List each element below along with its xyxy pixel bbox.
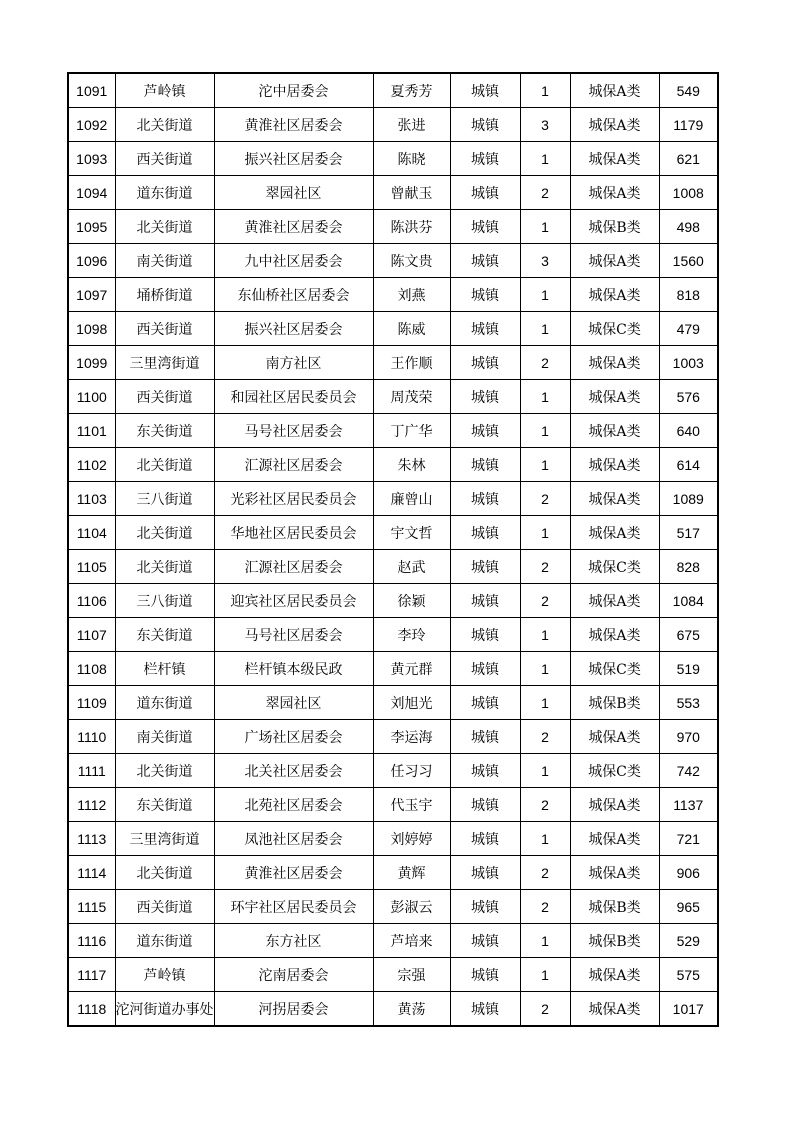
cell-household-size: 1 [520, 516, 570, 550]
cell-amount: 828 [659, 550, 718, 584]
cell-insurance-category: 城保B类 [570, 924, 659, 958]
cell-community: 沱南居委会 [214, 958, 373, 992]
cell-community: 华地社区居民委员会 [214, 516, 373, 550]
cell-amount: 576 [659, 380, 718, 414]
cell-household-size: 1 [520, 686, 570, 720]
cell-street: 北关街道 [115, 516, 214, 550]
table-row [68, 380, 718, 414]
cell-amount: 742 [659, 754, 718, 788]
cell-household-size: 1 [520, 958, 570, 992]
cell-insurance-category: 城保A类 [570, 73, 659, 108]
cell-amount: 818 [659, 278, 718, 312]
cell-household-size: 2 [520, 788, 570, 822]
cell-street: 西关街道 [115, 890, 214, 924]
table-row [68, 992, 718, 1027]
cell-amount: 479 [659, 312, 718, 346]
cell-amount: 1017 [659, 992, 718, 1027]
cell-area-type: 城镇 [450, 210, 520, 244]
cell-household-size: 2 [520, 992, 570, 1027]
cell-area-type: 城镇 [450, 550, 520, 584]
cell-community: 黄淮社区居委会 [214, 856, 373, 890]
cell-insurance-category: 城保C类 [570, 754, 659, 788]
cell-amount: 1003 [659, 346, 718, 380]
cell-street: 西关街道 [115, 380, 214, 414]
table-row [68, 414, 718, 448]
table-row [68, 73, 718, 108]
cell-insurance-category: 城保A类 [570, 584, 659, 618]
cell-row-id: 1100 [68, 380, 115, 414]
cell-amount: 721 [659, 822, 718, 856]
cell-name: 陈晓 [373, 142, 450, 176]
table-row [68, 720, 718, 754]
cell-household-size: 1 [520, 142, 570, 176]
cell-household-size: 2 [520, 346, 570, 380]
cell-area-type: 城镇 [450, 992, 520, 1027]
cell-area-type: 城镇 [450, 244, 520, 278]
cell-insurance-category: 城保A类 [570, 822, 659, 856]
cell-row-id: 1111 [68, 754, 115, 788]
cell-community: 南方社区 [214, 346, 373, 380]
cell-community: 东仙桥社区居委会 [214, 278, 373, 312]
cell-street: 北关街道 [115, 108, 214, 142]
cell-area-type: 城镇 [450, 482, 520, 516]
cell-row-id: 1105 [68, 550, 115, 584]
cell-row-id: 1095 [68, 210, 115, 244]
cell-street: 北关街道 [115, 210, 214, 244]
cell-area-type: 城镇 [450, 720, 520, 754]
cell-household-size: 3 [520, 108, 570, 142]
table-row [68, 822, 718, 856]
cell-row-id: 1096 [68, 244, 115, 278]
cell-community: 翠园社区 [214, 686, 373, 720]
cell-row-id: 1092 [68, 108, 115, 142]
cell-community: 广场社区居委会 [214, 720, 373, 754]
cell-amount: 906 [659, 856, 718, 890]
cell-name: 刘旭光 [373, 686, 450, 720]
cell-row-id: 1115 [68, 890, 115, 924]
cell-household-size: 1 [520, 448, 570, 482]
cell-insurance-category: 城保C类 [570, 312, 659, 346]
cell-insurance-category: 城保A类 [570, 346, 659, 380]
cell-insurance-category: 城保B类 [570, 210, 659, 244]
cell-area-type: 城镇 [450, 142, 520, 176]
cell-street: 西关街道 [115, 312, 214, 346]
cell-insurance-category: 城保A类 [570, 482, 659, 516]
cell-street: 三八街道 [115, 584, 214, 618]
cell-community: 九中社区居委会 [214, 244, 373, 278]
cell-row-id: 1114 [68, 856, 115, 890]
cell-household-size: 1 [520, 73, 570, 108]
cell-area-type: 城镇 [450, 448, 520, 482]
table-row [68, 142, 718, 176]
table-row [68, 856, 718, 890]
table-row [68, 890, 718, 924]
table-row [68, 346, 718, 380]
cell-row-id: 1099 [68, 346, 115, 380]
cell-row-id: 1109 [68, 686, 115, 720]
cell-area-type: 城镇 [450, 788, 520, 822]
cell-amount: 675 [659, 618, 718, 652]
cell-area-type: 城镇 [450, 856, 520, 890]
cell-area-type: 城镇 [450, 924, 520, 958]
cell-community: 振兴社区居委会 [214, 142, 373, 176]
cell-name: 刘燕 [373, 278, 450, 312]
cell-street: 北关街道 [115, 856, 214, 890]
cell-area-type: 城镇 [450, 822, 520, 856]
cell-row-id: 1116 [68, 924, 115, 958]
cell-row-id: 1104 [68, 516, 115, 550]
cell-name: 芦培来 [373, 924, 450, 958]
cell-household-size: 2 [520, 176, 570, 210]
cell-amount: 575 [659, 958, 718, 992]
cell-street: 道东街道 [115, 686, 214, 720]
cell-area-type: 城镇 [450, 414, 520, 448]
cell-street: 东关街道 [115, 788, 214, 822]
table-row [68, 958, 718, 992]
cell-street: 芦岭镇 [115, 73, 214, 108]
table-row [68, 312, 718, 346]
cell-household-size: 1 [520, 924, 570, 958]
cell-insurance-category: 城保A类 [570, 618, 659, 652]
cell-name: 黄元群 [373, 652, 450, 686]
cell-amount: 498 [659, 210, 718, 244]
cell-area-type: 城镇 [450, 652, 520, 686]
table-row [68, 584, 718, 618]
cell-name: 黄荡 [373, 992, 450, 1027]
cell-household-size: 1 [520, 414, 570, 448]
cell-row-id: 1091 [68, 73, 115, 108]
cell-name: 李玲 [373, 618, 450, 652]
cell-insurance-category: 城保A类 [570, 380, 659, 414]
cell-name: 周茂荣 [373, 380, 450, 414]
cell-street: 东关街道 [115, 618, 214, 652]
cell-name: 宇文哲 [373, 516, 450, 550]
cell-household-size: 2 [520, 856, 570, 890]
cell-name: 张进 [373, 108, 450, 142]
cell-household-size: 1 [520, 278, 570, 312]
cell-household-size: 1 [520, 618, 570, 652]
cell-amount: 1084 [659, 584, 718, 618]
cell-row-id: 1098 [68, 312, 115, 346]
cell-household-size: 2 [520, 720, 570, 754]
cell-insurance-category: 城保A类 [570, 448, 659, 482]
cell-area-type: 城镇 [450, 380, 520, 414]
cell-community: 和园社区居民委员会 [214, 380, 373, 414]
cell-name: 王作顺 [373, 346, 450, 380]
cell-name: 朱林 [373, 448, 450, 482]
table-row [68, 550, 718, 584]
table-row [68, 244, 718, 278]
cell-area-type: 城镇 [450, 890, 520, 924]
cell-area-type: 城镇 [450, 618, 520, 652]
table-row [68, 788, 718, 822]
cell-area-type: 城镇 [450, 686, 520, 720]
table-row [68, 482, 718, 516]
cell-community: 光彩社区居民委员会 [214, 482, 373, 516]
cell-area-type: 城镇 [450, 754, 520, 788]
table-row [68, 278, 718, 312]
cell-insurance-category: 城保A类 [570, 788, 659, 822]
cell-row-id: 1117 [68, 958, 115, 992]
cell-community: 翠园社区 [214, 176, 373, 210]
cell-area-type: 城镇 [450, 516, 520, 550]
cell-name: 刘婷婷 [373, 822, 450, 856]
cell-insurance-category: 城保C类 [570, 652, 659, 686]
cell-row-id: 1107 [68, 618, 115, 652]
cell-street: 北关街道 [115, 550, 214, 584]
cell-street: 南关街道 [115, 244, 214, 278]
cell-area-type: 城镇 [450, 278, 520, 312]
cell-amount: 1560 [659, 244, 718, 278]
cell-name: 宗强 [373, 958, 450, 992]
cell-insurance-category: 城保B类 [570, 686, 659, 720]
table-row [68, 210, 718, 244]
cell-community: 北苑社区居委会 [214, 788, 373, 822]
cell-insurance-category: 城保A类 [570, 856, 659, 890]
cell-household-size: 2 [520, 890, 570, 924]
cell-household-size: 1 [520, 652, 570, 686]
table-row [68, 516, 718, 550]
cell-community: 沱中居委会 [214, 73, 373, 108]
cell-amount: 529 [659, 924, 718, 958]
cell-insurance-category: 城保A类 [570, 244, 659, 278]
table-body [68, 73, 718, 1026]
cell-street: 沱河街道办事处 [115, 992, 214, 1027]
cell-row-id: 1118 [68, 992, 115, 1027]
cell-community: 河拐居委会 [214, 992, 373, 1027]
cell-amount: 1137 [659, 788, 718, 822]
cell-household-size: 1 [520, 380, 570, 414]
cell-amount: 640 [659, 414, 718, 448]
cell-community: 北关社区居委会 [214, 754, 373, 788]
cell-community: 汇源社区居委会 [214, 550, 373, 584]
cell-household-size: 2 [520, 482, 570, 516]
cell-area-type: 城镇 [450, 108, 520, 142]
cell-household-size: 2 [520, 550, 570, 584]
cell-insurance-category: 城保A类 [570, 414, 659, 448]
cell-insurance-category: 城保A类 [570, 108, 659, 142]
cell-row-id: 1101 [68, 414, 115, 448]
table-row [68, 618, 718, 652]
cell-amount: 970 [659, 720, 718, 754]
cell-community: 迎宾社区居民委员会 [214, 584, 373, 618]
cell-street: 埇桥街道 [115, 278, 214, 312]
table-row [68, 652, 718, 686]
cell-amount: 1179 [659, 108, 718, 142]
cell-amount: 614 [659, 448, 718, 482]
cell-street: 三里湾街道 [115, 346, 214, 380]
cell-amount: 965 [659, 890, 718, 924]
table-row [68, 448, 718, 482]
cell-street: 北关街道 [115, 448, 214, 482]
cell-street: 南关街道 [115, 720, 214, 754]
cell-community: 汇源社区居委会 [214, 448, 373, 482]
cell-name: 丁广华 [373, 414, 450, 448]
cell-street: 三八街道 [115, 482, 214, 516]
table-row [68, 108, 718, 142]
cell-amount: 1008 [659, 176, 718, 210]
cell-name: 陈洪芬 [373, 210, 450, 244]
cell-area-type: 城镇 [450, 584, 520, 618]
cell-community: 环宇社区居民委员会 [214, 890, 373, 924]
cell-community: 马号社区居委会 [214, 618, 373, 652]
cell-row-id: 1113 [68, 822, 115, 856]
cell-amount: 517 [659, 516, 718, 550]
cell-area-type: 城镇 [450, 176, 520, 210]
cell-name: 彭淑云 [373, 890, 450, 924]
cell-name: 代玉宇 [373, 788, 450, 822]
cell-community: 黄淮社区居委会 [214, 108, 373, 142]
cell-street: 西关街道 [115, 142, 214, 176]
table-row [68, 924, 718, 958]
cell-community: 振兴社区居委会 [214, 312, 373, 346]
cell-name: 廉曾山 [373, 482, 450, 516]
cell-name: 夏秀芳 [373, 73, 450, 108]
cell-insurance-category: 城保A类 [570, 142, 659, 176]
cell-row-id: 1108 [68, 652, 115, 686]
cell-insurance-category: 城保A类 [570, 992, 659, 1027]
table-row [68, 176, 718, 210]
cell-row-id: 1110 [68, 720, 115, 754]
cell-street: 芦岭镇 [115, 958, 214, 992]
table-row [68, 754, 718, 788]
cell-row-id: 1097 [68, 278, 115, 312]
cell-household-size: 3 [520, 244, 570, 278]
cell-community: 马号社区居委会 [214, 414, 373, 448]
cell-insurance-category: 城保A类 [570, 720, 659, 754]
cell-household-size: 2 [520, 584, 570, 618]
cell-household-size: 1 [520, 210, 570, 244]
cell-area-type: 城镇 [450, 73, 520, 108]
cell-amount: 553 [659, 686, 718, 720]
cell-area-type: 城镇 [450, 312, 520, 346]
cell-insurance-category: 城保B类 [570, 890, 659, 924]
cell-amount: 1089 [659, 482, 718, 516]
cell-community: 东方社区 [214, 924, 373, 958]
cell-row-id: 1093 [68, 142, 115, 176]
cell-name: 徐颖 [373, 584, 450, 618]
cell-community: 栏杆镇本级民政 [214, 652, 373, 686]
cell-community: 凤池社区居委会 [214, 822, 373, 856]
cell-row-id: 1106 [68, 584, 115, 618]
cell-street: 北关街道 [115, 754, 214, 788]
cell-name: 曾献玉 [373, 176, 450, 210]
cell-name: 李运海 [373, 720, 450, 754]
cell-household-size: 1 [520, 822, 570, 856]
cell-row-id: 1112 [68, 788, 115, 822]
cell-row-id: 1103 [68, 482, 115, 516]
cell-name: 任习习 [373, 754, 450, 788]
cell-name: 黄辉 [373, 856, 450, 890]
cell-name: 赵武 [373, 550, 450, 584]
cell-household-size: 1 [520, 754, 570, 788]
cell-insurance-category: 城保A类 [570, 516, 659, 550]
cell-amount: 549 [659, 73, 718, 108]
cell-street: 栏杆镇 [115, 652, 214, 686]
cell-street: 道东街道 [115, 176, 214, 210]
cell-insurance-category: 城保C类 [570, 550, 659, 584]
cell-row-id: 1102 [68, 448, 115, 482]
cell-insurance-category: 城保A类 [570, 176, 659, 210]
cell-street: 道东街道 [115, 924, 214, 958]
cell-street: 三里湾街道 [115, 822, 214, 856]
cell-household-size: 1 [520, 312, 570, 346]
cell-community: 黄淮社区居委会 [214, 210, 373, 244]
cell-row-id: 1094 [68, 176, 115, 210]
cell-amount: 621 [659, 142, 718, 176]
cell-area-type: 城镇 [450, 346, 520, 380]
cell-street: 东关街道 [115, 414, 214, 448]
table-row [68, 686, 718, 720]
beneficiary-table [67, 72, 719, 1027]
cell-name: 陈文贵 [373, 244, 450, 278]
cell-amount: 519 [659, 652, 718, 686]
cell-insurance-category: 城保A类 [570, 958, 659, 992]
cell-insurance-category: 城保A类 [570, 278, 659, 312]
cell-name: 陈威 [373, 312, 450, 346]
cell-area-type: 城镇 [450, 958, 520, 992]
